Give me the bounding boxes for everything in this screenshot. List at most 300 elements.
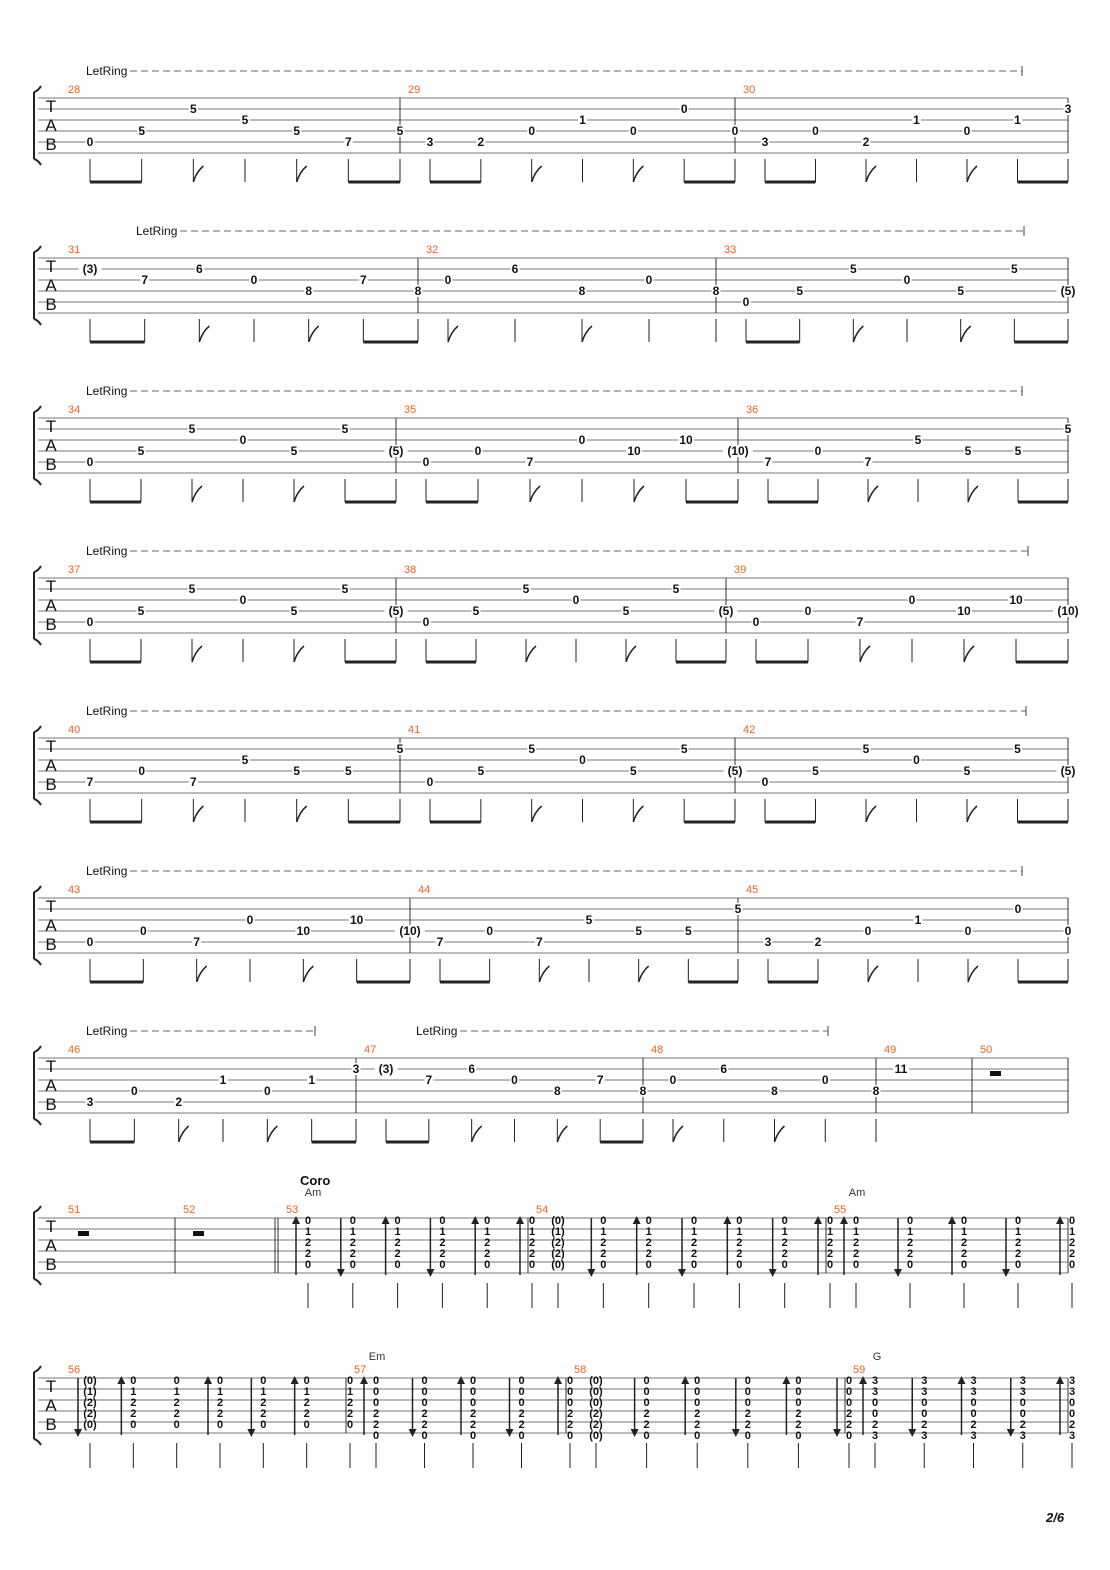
tab-clef-letter: T: [45, 737, 57, 756]
measure: [68, 244, 423, 342]
chord-fret: 0: [643, 1397, 650, 1409]
bar-number: 34: [68, 404, 81, 416]
measure: [418, 884, 743, 982]
chord-fret: 2: [173, 1397, 180, 1409]
chord-fret: 0: [303, 1419, 310, 1431]
note-flag: [639, 966, 649, 982]
fret-number: 5: [1064, 422, 1072, 436]
chord-fret: 0: [216, 1419, 224, 1431]
measure: [68, 1044, 361, 1142]
bar-number: 56: [68, 1364, 81, 1376]
measure: [275, 1204, 535, 1308]
chord-fret: 0: [852, 1215, 860, 1227]
chord-fret: 2: [394, 1248, 401, 1260]
note-flag: [968, 966, 978, 982]
chord-fret: 0: [826, 1215, 834, 1227]
let-ring-label: LetRing: [86, 864, 128, 878]
fret-number: 0: [444, 273, 452, 287]
tab-system: [34, 64, 1073, 182]
measure: [884, 1044, 972, 1113]
measure: [408, 724, 747, 822]
chord-fret: 1: [960, 1226, 968, 1238]
chord-fret: 2: [304, 1237, 312, 1249]
chord-fret: 2: [960, 1237, 968, 1249]
fret-number: 0: [629, 124, 637, 138]
note-flag: [557, 1126, 567, 1142]
chord-fret: 2: [852, 1248, 860, 1260]
measure: [746, 884, 1073, 982]
chord-fret: 2: [960, 1248, 968, 1260]
let-ring-label: LetRing: [86, 64, 128, 78]
chord-fret: 1: [781, 1226, 788, 1238]
chord-fret: 0: [260, 1419, 267, 1431]
fret-number: 5: [293, 124, 301, 138]
chord-fret: 3: [970, 1430, 977, 1442]
chord-fret: 2: [1068, 1237, 1076, 1249]
chord-fret: 2: [130, 1408, 137, 1420]
chord-fret: 0: [921, 1408, 928, 1420]
note-flag: [192, 486, 202, 502]
fret-number: 7: [425, 1073, 433, 1087]
measure: [404, 564, 738, 662]
note-flag: [192, 646, 202, 662]
chord-fret: 0: [852, 1259, 860, 1271]
bar-number: 31: [68, 244, 81, 256]
tab-clef-letter: A: [45, 756, 57, 775]
measure: [68, 1364, 353, 1468]
chord-fret: 0: [826, 1259, 834, 1271]
fret-number: 0: [239, 433, 247, 447]
chord-fret: 2: [346, 1397, 354, 1409]
fret-number: 0: [474, 444, 482, 458]
fret-number: 2: [175, 1095, 183, 1109]
fret-number: 10: [679, 433, 693, 447]
fret-number: 0: [572, 593, 580, 607]
fret-number: 5: [1014, 444, 1022, 458]
fret-number: 10: [1009, 593, 1023, 607]
chord-fret: 0: [845, 1397, 853, 1409]
fret-number: 5: [812, 764, 819, 778]
chord-fret: 2: [303, 1397, 310, 1409]
chord-fret: 3: [1068, 1430, 1076, 1442]
chord-fret: 2: [304, 1248, 312, 1260]
chord-fret: 2: [744, 1419, 751, 1431]
chord-fret: 2: [216, 1397, 224, 1409]
chord-fret: 3: [1019, 1430, 1026, 1442]
fret-number: (5): [727, 764, 743, 778]
chord-fret: 1: [645, 1226, 652, 1238]
chord-fret: 1: [484, 1226, 491, 1238]
bar-number: 35: [404, 404, 417, 416]
strum-up-arrow: [1056, 1376, 1064, 1384]
bar-number: 39: [734, 564, 747, 576]
fret-number: 5: [635, 924, 643, 938]
chord-fret: 0: [394, 1215, 401, 1227]
fret-number: 0: [263, 1084, 271, 1098]
fret-number: 7: [864, 455, 872, 469]
fret-number: 10: [957, 604, 971, 618]
chord-fret: 0: [469, 1397, 477, 1409]
bar-number: 36: [746, 404, 759, 416]
fret-number: 3: [1064, 102, 1072, 116]
strum-up-arrow: [117, 1376, 125, 1384]
strum-up-arrow: [859, 1376, 867, 1384]
fret-number: 1: [914, 913, 922, 927]
chord-fret: 2: [303, 1408, 310, 1420]
chord-fret: 0: [694, 1375, 701, 1387]
chord-fret: 0: [921, 1397, 928, 1409]
chord-fret: 0: [690, 1259, 698, 1271]
chord-fret: 0: [694, 1430, 701, 1442]
chord-fret: 0: [528, 1259, 536, 1271]
chord-fret: 2: [736, 1248, 743, 1260]
fret-number: 0: [752, 615, 760, 629]
chord-fret: 0: [795, 1397, 802, 1409]
measure: [426, 244, 721, 342]
chord-fret: 0: [1068, 1408, 1076, 1420]
tab-clef-letter: B: [45, 455, 57, 474]
chord-fret: 2: [173, 1408, 180, 1420]
note-flag: [294, 646, 304, 662]
chord-fret: 0: [736, 1215, 743, 1227]
chord-fret: (0): [589, 1397, 603, 1409]
bar-number: 54: [536, 1204, 549, 1216]
fret-number: 5: [1014, 742, 1021, 756]
chord-fret: 2: [845, 1419, 853, 1431]
chord-fret: (2): [83, 1397, 97, 1409]
note-flag: [472, 1126, 482, 1142]
fret-number: 6: [195, 262, 203, 276]
chord-fret: 0: [130, 1375, 137, 1387]
fret-number: 3: [352, 1062, 360, 1076]
chord-fret: 2: [566, 1419, 574, 1431]
chord-fret: 2: [970, 1419, 977, 1431]
fret-number: 5: [585, 913, 593, 927]
bar-number: 52: [183, 1204, 196, 1216]
chord-fret: 0: [439, 1259, 446, 1271]
fret-number: 5: [396, 742, 404, 756]
tab-system: [34, 1173, 1075, 1308]
fret-number: 0: [669, 1073, 677, 1087]
chord-fret: 0: [906, 1259, 914, 1271]
chord-name: Am: [304, 1187, 322, 1199]
chord-fret: 0: [694, 1397, 701, 1409]
note-flag: [267, 1126, 277, 1142]
chord-fret: 0: [518, 1375, 525, 1387]
chord-fret: 3: [871, 1430, 879, 1442]
tab-system: [34, 704, 1080, 822]
chord-fret: 1: [439, 1226, 446, 1238]
chord-fret: 0: [346, 1375, 354, 1387]
fret-number: 10: [296, 924, 311, 938]
fret-number: 0: [864, 924, 872, 938]
tab-clef-letter: B: [45, 1255, 57, 1274]
fret-number: 6: [511, 262, 519, 276]
tab-clef-letter: A: [45, 116, 57, 135]
bar-number: 45: [746, 884, 759, 896]
strum-up-arrow: [382, 1216, 390, 1224]
fret-number: 5: [528, 742, 536, 756]
chord-fret: 1: [690, 1226, 698, 1238]
note-flag: [193, 166, 203, 182]
fret-number: 3: [426, 135, 434, 149]
fret-number: 0: [528, 124, 536, 138]
strum-up-arrow: [516, 1216, 524, 1224]
chord-fret: 2: [1068, 1419, 1076, 1431]
chord-fret: 0: [518, 1430, 525, 1442]
chord-fret: 0: [871, 1408, 879, 1420]
fret-number: 8: [639, 1084, 647, 1098]
fret-number: 5: [477, 764, 485, 778]
fret-number: 7: [526, 455, 534, 469]
measure: [364, 1044, 648, 1142]
measure: [68, 724, 405, 822]
rest-mark: [78, 1231, 89, 1236]
rest-mark: [990, 1071, 1001, 1076]
let-ring-label: LetRing: [136, 224, 178, 238]
chord-fret: 0: [130, 1419, 137, 1431]
note-flag: [309, 326, 319, 342]
chord-fret: 2: [130, 1397, 137, 1409]
bar-number: 38: [404, 564, 417, 576]
page-number: 2/6: [1046, 1510, 1065, 1525]
chord-fret: 2: [690, 1237, 698, 1249]
tab-system: [34, 384, 1073, 502]
fret-number: 0: [86, 935, 94, 949]
chord-fret: 2: [216, 1408, 224, 1420]
fret-number: 0: [426, 775, 434, 789]
tab-clef-letter: A: [45, 916, 57, 935]
fret-number: 7: [141, 273, 149, 287]
measure: [183, 1204, 278, 1273]
measure: [651, 1044, 881, 1142]
fret-number: 5: [188, 422, 196, 436]
chord-fret: 1: [600, 1226, 607, 1238]
bar-number: 43: [68, 884, 81, 896]
fret-number: 2: [814, 935, 822, 949]
chord-fret: 2: [871, 1419, 879, 1431]
chord-fret: 2: [484, 1237, 491, 1249]
chord-fret: 0: [260, 1375, 267, 1387]
chord-fret: 0: [1014, 1259, 1022, 1271]
fret-number: 0: [422, 615, 430, 629]
fret-number: 0: [86, 135, 94, 149]
strum-up-arrow: [814, 1216, 822, 1224]
chord-fret: 2: [694, 1408, 701, 1420]
fret-number: 8: [578, 284, 586, 298]
tab-clef-letter: T: [45, 897, 57, 916]
chord-fret: 1: [1068, 1226, 1076, 1238]
fret-number: 5: [684, 924, 692, 938]
chord-fret: 2: [906, 1237, 914, 1249]
measure: [68, 1204, 175, 1273]
fret-number: 0: [1064, 924, 1072, 938]
fret-number: 0: [963, 124, 971, 138]
let-ring-label: LetRing: [86, 1024, 128, 1038]
bar-number: 46: [68, 1044, 81, 1056]
fret-number: 10: [349, 913, 364, 927]
chord-fret: 2: [372, 1419, 380, 1431]
fret-number: 0: [814, 444, 822, 458]
fret-number: 0: [246, 913, 254, 927]
strum-up-arrow: [554, 1376, 562, 1384]
bar-number: 42: [743, 724, 756, 736]
chord-fret: 0: [1068, 1397, 1076, 1409]
chord-fret: 0: [439, 1215, 446, 1227]
fret-number: (5): [388, 444, 404, 458]
chord-fret: 1: [304, 1226, 312, 1238]
strum-up-arrow: [204, 1376, 212, 1384]
note-flag: [297, 806, 307, 822]
chord-fret: 3: [921, 1375, 928, 1387]
measure: [574, 1364, 852, 1468]
chord-fret: 2: [518, 1408, 525, 1420]
chord-fret: 2: [736, 1237, 743, 1249]
chord-fret: (2): [551, 1248, 565, 1260]
fret-number: 0: [731, 124, 739, 138]
chord-fret: 2: [421, 1408, 428, 1420]
fret-number: 1: [913, 113, 920, 127]
note-flag: [968, 486, 978, 502]
tab-clef-letter: T: [45, 417, 57, 436]
chord-fret: 0: [744, 1430, 751, 1442]
chord-fret: 0: [216, 1375, 224, 1387]
fret-number: 5: [341, 582, 349, 596]
note-flag: [199, 326, 209, 342]
chord-fret: (2): [551, 1237, 565, 1249]
note-flag: [633, 806, 643, 822]
chord-fret: 3: [1068, 1375, 1076, 1387]
chord-fret: 1: [130, 1386, 137, 1398]
chord-fret: (2): [83, 1408, 97, 1420]
strum-up-arrow: [782, 1376, 790, 1384]
note-flag: [539, 966, 549, 982]
bar-number: 30: [743, 84, 756, 96]
note-flag: [526, 646, 536, 662]
chord-fret: 0: [970, 1397, 977, 1409]
fret-number: 5: [290, 444, 298, 458]
fret-number: 5: [137, 444, 145, 458]
measure: [68, 564, 408, 662]
fret-number: 0: [821, 1073, 829, 1087]
measure: [408, 84, 740, 182]
fret-number: 5: [957, 284, 965, 298]
fret-number: 5: [796, 284, 804, 298]
chord-fret: 3: [871, 1375, 879, 1387]
measure: [834, 1204, 1075, 1308]
chord-fret: 2: [421, 1419, 428, 1431]
fret-number: 0: [250, 273, 258, 287]
chord-fret: 0: [304, 1215, 312, 1227]
fret-number: (10): [727, 444, 749, 458]
measure: [853, 1364, 1075, 1468]
chord-fret: 0: [1068, 1259, 1076, 1271]
chord-fret: 0: [528, 1215, 536, 1227]
fret-number: 8: [771, 1084, 778, 1098]
fret-number: 0: [239, 593, 247, 607]
chord-fret: 2: [349, 1248, 356, 1260]
fret-number: 5: [188, 582, 196, 596]
chord-fret: 2: [643, 1408, 650, 1420]
chord-fret: 0: [469, 1375, 477, 1387]
chord-fret: 2: [260, 1397, 267, 1409]
chord-fret: (0): [551, 1259, 565, 1271]
measure: [354, 1364, 573, 1468]
chord-fret: 2: [645, 1248, 652, 1260]
fret-number: 0: [761, 775, 769, 789]
measure: [743, 84, 1073, 182]
chord-fret: 2: [645, 1237, 652, 1249]
measure: [746, 404, 1073, 502]
tab-clef-letter: A: [45, 1396, 57, 1415]
fret-number: 0: [964, 924, 972, 938]
chord-fret: 0: [645, 1215, 652, 1227]
tab-clef-letter: A: [45, 276, 57, 295]
note-flag: [530, 486, 540, 502]
chord-fret: 3: [970, 1375, 977, 1387]
fret-number: 5: [138, 124, 146, 138]
chord-fret: 0: [421, 1397, 428, 1409]
fret-number: 0: [86, 455, 94, 469]
chord-fret: 0: [960, 1259, 968, 1271]
fret-number: 5: [522, 582, 530, 596]
chord-fret: 0: [781, 1259, 788, 1271]
note-flag: [297, 166, 307, 182]
bar-number: 40: [68, 724, 81, 736]
measure: [68, 404, 408, 502]
chord-fret: 0: [845, 1375, 853, 1387]
measure: [734, 564, 1083, 662]
chord-fret: 0: [744, 1375, 751, 1387]
note-flag: [634, 486, 644, 502]
strum-up-arrow: [457, 1376, 465, 1384]
chord-fret: 2: [600, 1248, 607, 1260]
note-flag: [961, 326, 971, 342]
bar-number: 28: [68, 84, 81, 96]
chord-fret: 0: [795, 1375, 802, 1387]
tab-clef-letter: A: [45, 1236, 57, 1255]
measure: [724, 244, 1080, 342]
note-flag: [532, 806, 542, 822]
note-flag: [193, 806, 203, 822]
chord-fret: 0: [566, 1375, 574, 1387]
fret-number: 8: [553, 1084, 561, 1098]
chord-fret: 0: [421, 1430, 428, 1442]
fret-number: (10): [1057, 604, 1079, 618]
fret-number: 0: [578, 433, 586, 447]
chord-fret: 1: [906, 1226, 914, 1238]
chord-fret: 0: [744, 1397, 751, 1409]
chord-fret: 3: [1019, 1375, 1026, 1387]
chord-fret: 0: [970, 1408, 977, 1420]
strum-up-arrow: [723, 1216, 731, 1224]
tab-clef-letter: B: [45, 1415, 57, 1434]
measure: [68, 884, 425, 982]
bar-number: 49: [884, 1044, 897, 1056]
fret-number: 8: [414, 284, 422, 298]
fret-number: 0: [680, 102, 688, 116]
tab-clef-letter: T: [45, 257, 57, 276]
tab-system: [34, 1024, 1068, 1142]
bar-number: 33: [724, 244, 737, 256]
chord-fret: (1): [83, 1386, 97, 1398]
fret-number: 5: [680, 742, 688, 756]
chord-fret: 0: [346, 1419, 354, 1431]
chord-fret: 0: [1068, 1215, 1076, 1227]
fret-number: 10: [627, 444, 641, 458]
strum-up-arrow: [958, 1376, 966, 1384]
tab-clef-letter: A: [45, 596, 57, 615]
